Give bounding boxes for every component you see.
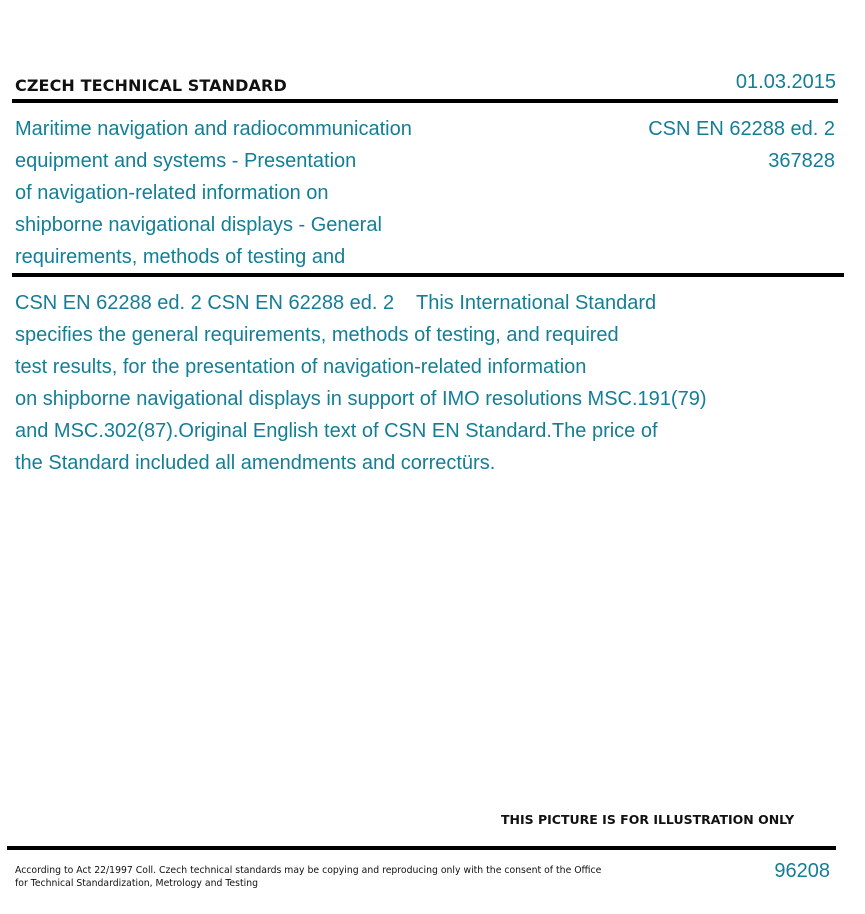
catalog-number: 367828 bbox=[768, 150, 835, 172]
description-line: specifies the general requirements, methods of testing, and required bbox=[15, 324, 619, 346]
document-type-heading: CZECH TECHNICAL STANDARD bbox=[15, 76, 287, 95]
description-line: test results, for the presentation of navigation-related information bbox=[15, 356, 587, 378]
description-line: CSN EN 62288 ed. 2 CSN EN 62288 ed. 2 This International Standard bbox=[15, 292, 657, 314]
header-divider bbox=[12, 99, 838, 103]
copyright-notice-line: for Technical Standardization, Metrology and Testing bbox=[15, 878, 259, 889]
title-divider bbox=[12, 273, 844, 277]
description-line: and MSC.302(87).Original English text of CSN EN Standard.The price of bbox=[15, 420, 658, 442]
description-line: the Standard included all amendments and correctürs. bbox=[15, 452, 496, 474]
standard-title-line: of navigation-related information on bbox=[15, 182, 329, 204]
illustration-disclaimer: THIS PICTURE IS FOR ILLUSTRATION ONLY bbox=[501, 812, 795, 827]
standard-number: CSN EN 62288 ed. 2 bbox=[648, 118, 835, 140]
footer-divider bbox=[7, 846, 836, 850]
description-line: on shipborne navigational displays in support of IMO resolutions MSC.191(79) bbox=[15, 388, 707, 410]
standard-title bbox=[15, 113, 495, 273]
standard-title-line: Maritime navigation and radiocommunication bbox=[15, 118, 412, 140]
standard-title-line: requirements, methods of testing and bbox=[15, 246, 346, 268]
standard-title-line: equipment and systems - Presentation bbox=[15, 150, 357, 172]
copyright-notice-line: According to Act 22/1997 Coll. Czech technical standards may be copying and reproducing only with the consent of the Office bbox=[15, 865, 602, 876]
publication-date: 01.03.2015 bbox=[735, 71, 836, 93]
copyright-notice bbox=[15, 864, 601, 890]
standard-title-line: shipborne navigational displays - General bbox=[15, 214, 382, 236]
standard-description bbox=[15, 287, 835, 479]
document-code: 96208 bbox=[774, 860, 830, 882]
